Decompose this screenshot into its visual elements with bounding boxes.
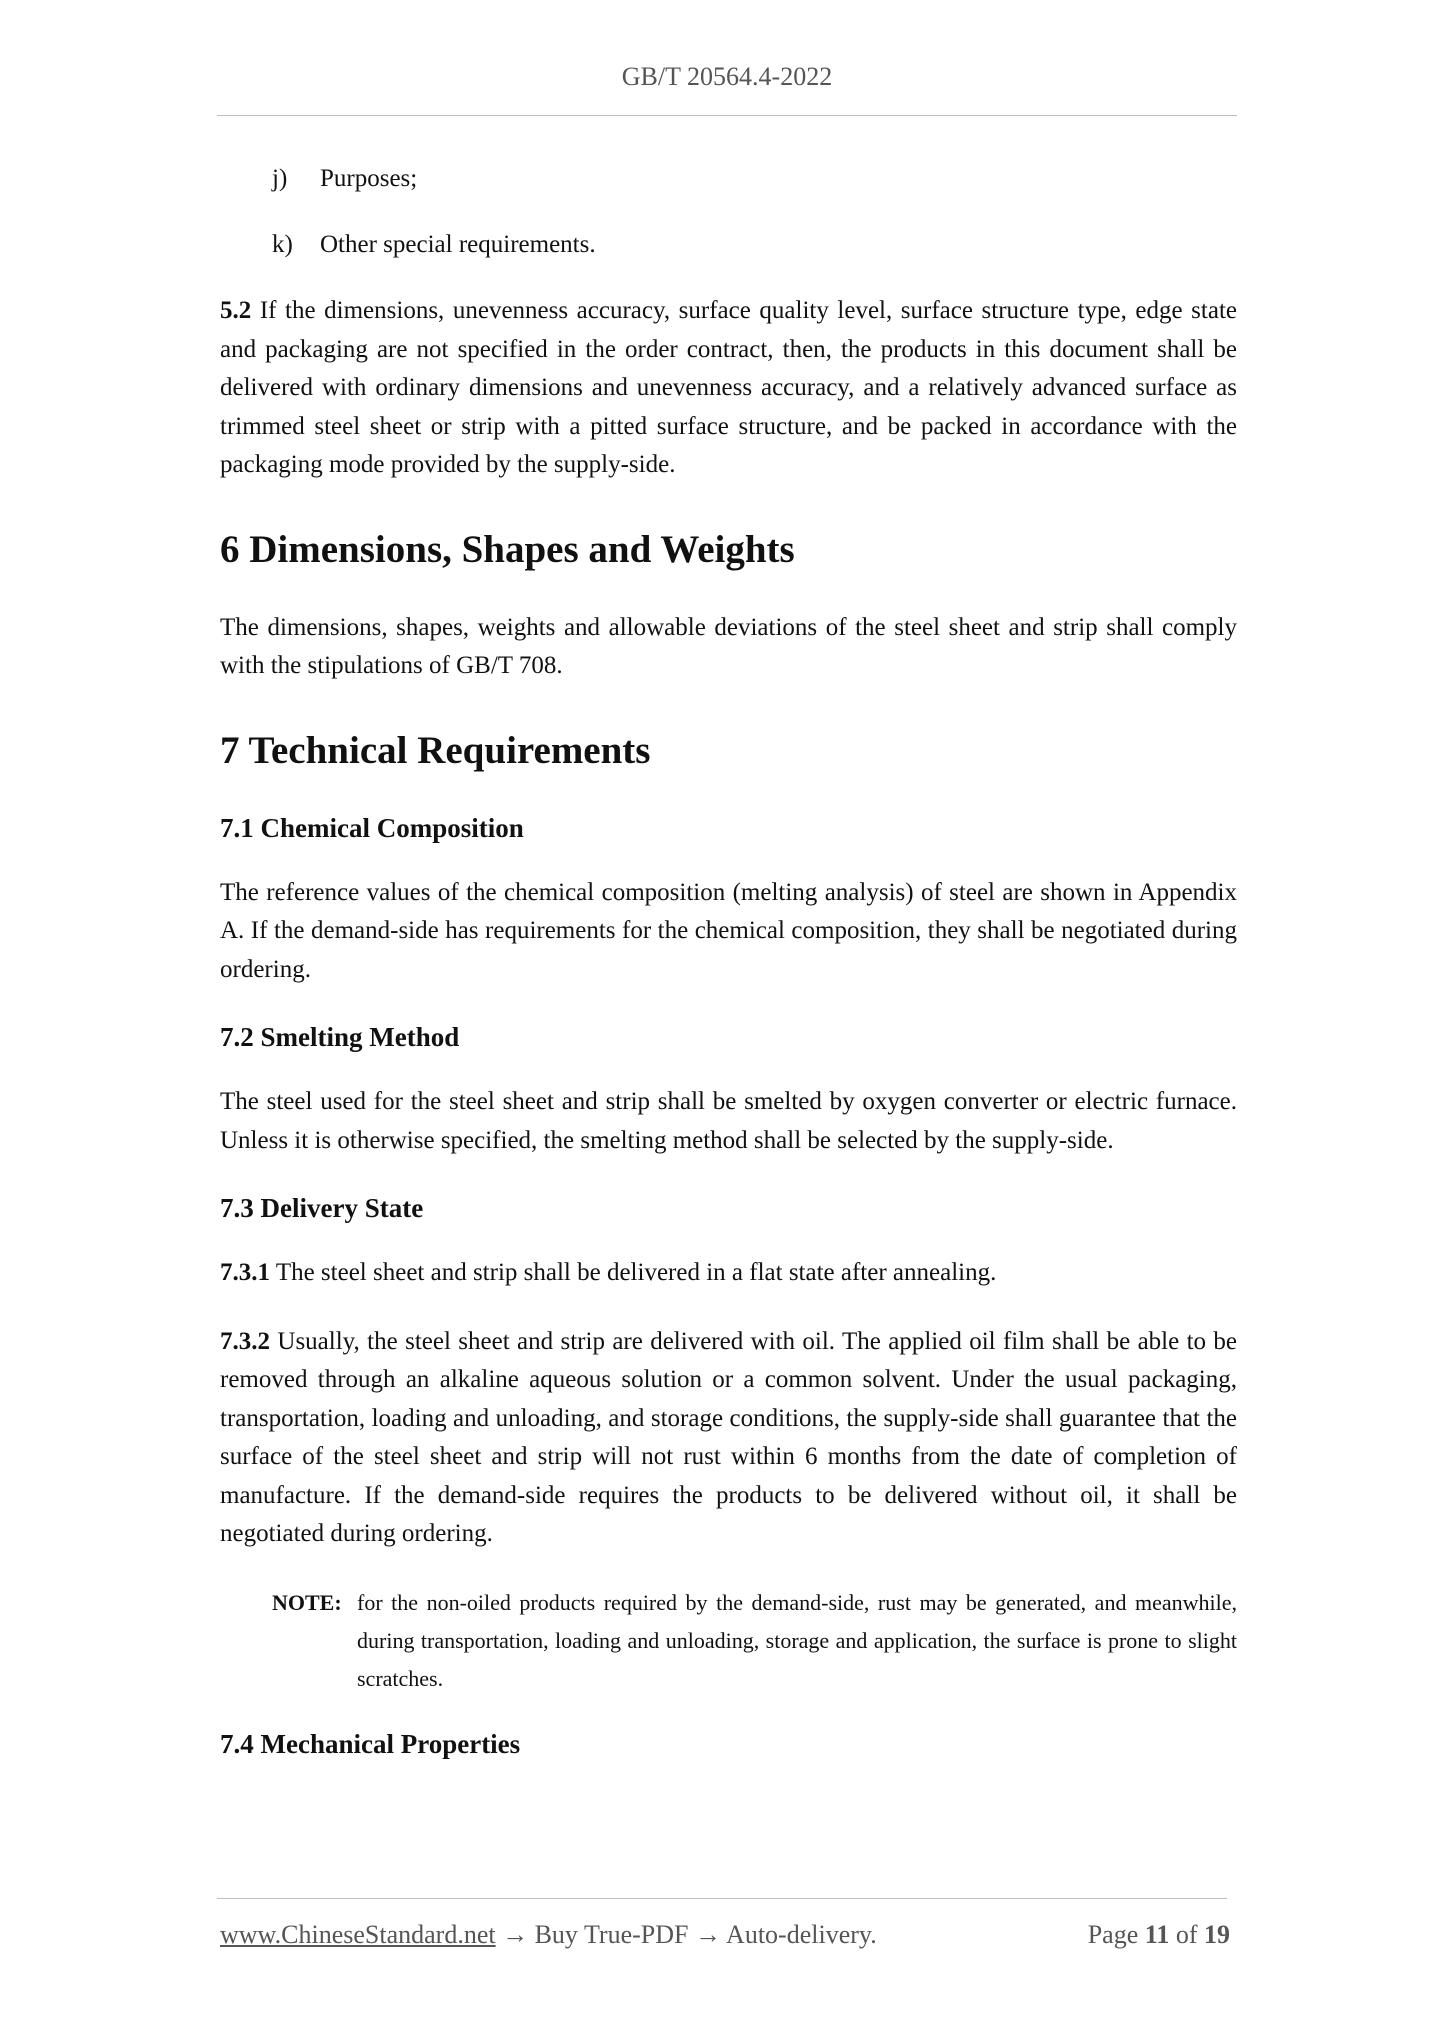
section-7-1-text: The reference values of the chemical composition (melting analysis) of steel are shown in Appendix A. If the demand-side has requirements for the chemical composition, they shall be negotiated during ordering.	[220, 878, 1237, 983]
note	[220, 1584, 1237, 1698]
header-divider	[217, 115, 1237, 116]
clause-number: 7.3.1	[220, 1259, 270, 1286]
page-total: 19	[1204, 1920, 1230, 1949]
clause-text: The steel sheet and strip shall be delivered in a flat state after annealing.	[275, 1259, 997, 1286]
page-indicator	[1088, 1920, 1230, 1950]
section-7-2-text: The steel used for the steel sheet and strip shall be smelted by oxygen converter or electric furnace. Unless it is otherwise specified, the smelting method shall be selected by the supply-side.	[220, 1088, 1237, 1154]
list-item-text: Other special requirements.	[320, 231, 596, 258]
clause-text: If the dimensions, unevenness accuracy, surface quality level, surface structure type, edge state and packaging are not specified in the order contract, then, the products in this document shall be delivered with ordinary dimensions and unevenness accuracy, and a relatively advanced surface as trimmed steel sheet or strip with a pitted surface structure, and be packed in accordance with the packaging mode provided by the supply-side.	[220, 297, 1237, 478]
note-text: for the non-oiled products required by the demand-side, rust may be generated, and meanwhile, during transportation, loading and unloading, storage and application, the surface is prone to slight scratches.	[357, 1589, 1237, 1691]
section-7-1-heading: 7.1 Chemical Composition	[220, 812, 524, 843]
of-word: of	[1175, 1920, 1198, 1949]
page-word: Page	[1087, 1920, 1139, 1949]
page-footer	[220, 1920, 1230, 1950]
document-body	[220, 160, 1237, 1790]
clause-text: Usually, the steel sheet and strip are delivered with oil. The applied oil film shall be able to be removed through an alkaline aqueous solution or a common solvent. Under the usual packaging, transportation, loading and unloading, and storage conditions, the supply-side shall guarantee that the surface of the steel sheet and strip will not rust within 6 months from the date of completion of manufacture. If the demand-side requires the products to be delivered without oil, it shall be negotiated during ordering.	[220, 1327, 1238, 1547]
note-label: NOTE:	[272, 1589, 342, 1615]
section-7-2-heading: 7.2 Smelting Method	[220, 1022, 460, 1052]
list-item	[220, 160, 1237, 198]
section-6-heading: 6 Dimensions, Shapes and Weights	[220, 527, 795, 571]
clause-number: 7.3.2	[220, 1327, 270, 1355]
section-7-4-heading: 7.4 Mechanical Properties	[220, 1728, 521, 1759]
page-header: GB/T 20564.4-2022	[621, 62, 833, 91]
clause-7-3-2	[220, 1323, 1237, 1554]
section-7-heading: 7 Technical Requirements	[220, 728, 651, 772]
clause-7-3-1	[220, 1254, 1237, 1293]
clause-number: 5.2	[220, 297, 252, 324]
list-marker: j)	[272, 165, 288, 192]
list-marker: k)	[272, 231, 293, 258]
footer-tagline: → Buy True-PDF → Auto-delivery.	[495, 1920, 877, 1949]
section-7-3-heading: 7.3 Delivery State	[220, 1193, 424, 1223]
list-item-text: Purposes;	[320, 165, 418, 192]
website-link[interactable]: www.ChineseStandard.net	[220, 1920, 496, 1949]
section-6-text: The dimensions, shapes, weights and allowable deviations of the steel sheet and strip shall comply with the stipulations of GB/T 708.	[220, 613, 1237, 679]
footer-divider	[217, 1898, 1227, 1899]
page-number: 11	[1144, 1920, 1170, 1949]
list-item	[220, 226, 1237, 264]
clause-5-2	[220, 292, 1237, 485]
